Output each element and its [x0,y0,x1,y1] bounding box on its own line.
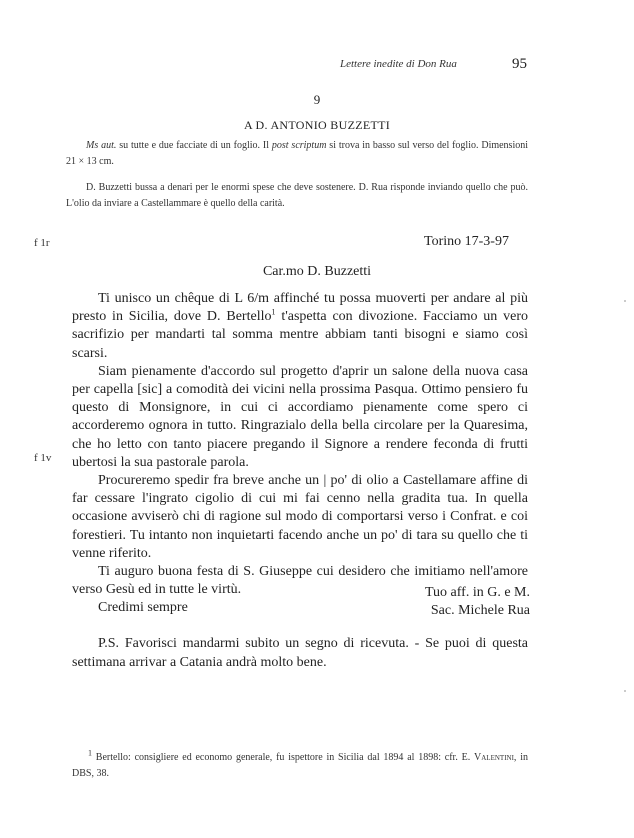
closing-greeting: Tuo aff. in G. e M. [424,585,530,600]
body-paragraph-4: Ti auguro buona festa di S. Giuseppe cui desidero che imitiamo nell'amore verso Gesù ed in tutte le virtù. [72,564,528,598]
body-paragraph-3: Procureremo spedir fra breve anche un | po' di olio a Castellamare affine di far cessare l'ingrato cigolio di cui mi fai cenno nella gradita tua. In quella occasione avviserò chi di ragione sul modo di comportarsi verso i Confrat. e coi forestieri. Tu intanto non inquietarti facendo anche un po' di tara su quello che ti venne riferito. [72,473,528,561]
body-paragraph-5: Credimi sempre [98,600,188,616]
manuscript-text-a: su tutte e due facciate di un foglio. Il [116,140,272,151]
manuscript-text-b: si trova in basso sul verso del foglio. Dimensioni 21 × 13 cm. [66,140,529,167]
footnote-author: Valentini [474,752,514,763]
body-paragraph-1 [72,290,528,363]
footnote-ref: 1 [271,307,276,317]
letter-number: 9 [313,92,321,107]
scan-mark [624,690,626,692]
footnote-text-a: Bertello: consigliere ed economo generale, fu ispettore in Sicilia dal 1894 al 1898: cfr. E. [92,752,475,763]
scan-mark [624,300,626,302]
body-p1-text-b: t'aspetta con divozione. Facciamo un vero sacrifizio per mandarti tal somma mentre abbiam tanti bisogni e siamo così scarsi. [72,309,529,361]
footnote-mark: 1 [88,748,92,758]
running-head: Lettere inedite di Don Rua [340,58,457,70]
letter-body [72,290,528,618]
footnote [72,750,528,782]
body-p1-text-a: Ti unisco un chêque di L 6/m affinché tu possa muoverti per andare al più presto in Sicilia, dove D. Bertello [72,291,528,325]
letter-title: A D. ANTONIO BUZZETTI [243,118,391,132]
folio-marker-1v: f 1v [34,452,52,464]
folio-marker-1r: f 1r [34,237,50,249]
letter-date: Torino 17-3-97 [424,234,509,249]
signature: Sac. Michele Rua [430,603,530,618]
manuscript-description [66,138,528,170]
postscript-label: post scriptum [271,140,327,151]
footnote-text-b: , in DBS, 38. [72,752,528,779]
body-paragraph-2: Siam pienamente d'accordo sul progetto d'aprir un salone della nuova casa per capella [sic] a comodità dei vicini nella prossima Pasqua. Ottimo pensiero fu questo di Monsignore, in cui ci accordiamo pienamente come spero ci accorderemo ognora in tutto. Ringrazialo della bella circolare per la Quaresima, che ho letto con tanto piacere pregando il Signore a rendere feconda di frutti ubertosi la sua pastorale parola. [72,363,528,470]
letter-summary: D. Buzzetti bussa a denari per le enormi spese che deve sostenere. D. Rua risponde inviando quello che può. L'olio da inviare a Castellammare è quello della carità. [66,182,528,209]
manuscript-label: Ms aut. [86,140,117,151]
salutation: Car.mo D. Buzzetti [262,264,372,279]
postscript-text: P.S. Favorisci mandarmi subito un segno di ricevuta. - Se puoi di questa settimana arrivar a Catania andrà molto bene. [72,636,528,670]
page-number: 95 [512,56,527,72]
postscript [72,634,528,672]
